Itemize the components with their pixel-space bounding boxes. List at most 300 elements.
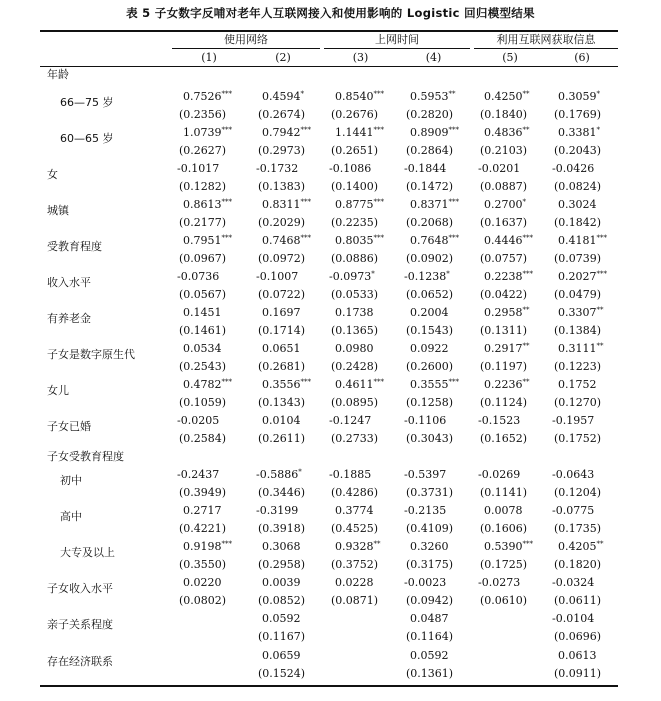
coefficient-cell: [262, 378, 311, 391]
coefficient-cell: [404, 162, 446, 175]
coefficient-value: 1.1441: [335, 126, 374, 139]
significance-stars: *: [596, 126, 600, 134]
coefficient-value: 0.9198: [183, 540, 222, 553]
coefficient-value: 0.7526: [183, 90, 222, 103]
significance-stars: ***: [373, 198, 384, 206]
coefficient-value: 0.0613: [558, 649, 597, 662]
significance-stars: ***: [221, 126, 232, 134]
standard-error-cell: (0.4109): [406, 522, 454, 535]
significance-stars: **: [448, 90, 456, 98]
coefficient-cell: [484, 198, 526, 211]
significance-stars: **: [522, 126, 530, 134]
coefficient-cell: [552, 414, 594, 427]
coefficient-cell: [410, 649, 449, 662]
significance-stars: *: [446, 270, 450, 278]
standard-error-cell: (0.0967): [179, 252, 227, 265]
significance-stars: ***: [522, 540, 533, 548]
coefficient-value: 0.0220: [183, 576, 222, 589]
coefficient-cell: [335, 576, 374, 589]
coefficient-cell: [558, 126, 600, 139]
standard-error-cell: (0.1059): [179, 396, 227, 409]
coefficient-value: 0.7942: [262, 126, 301, 139]
coefficient-value: -0.1086: [329, 162, 372, 175]
coefficient-value: 0.3555: [410, 378, 449, 391]
coefficient-cell: [262, 540, 301, 553]
standard-error-cell: (0.2235): [331, 216, 379, 229]
standard-error-cell: (0.1124): [480, 396, 528, 409]
significance-stars: **: [522, 90, 530, 98]
coefficient-cell: [478, 576, 520, 589]
significance-stars: ***: [221, 198, 232, 206]
standard-error-cell: (0.1842): [554, 216, 602, 229]
group-header-internet-use: 使用网络: [224, 33, 268, 46]
coefficient-cell: [262, 126, 311, 139]
coefficient-cell: [484, 234, 533, 247]
coefficient-cell: [262, 234, 311, 247]
coefficient-cell: [484, 342, 530, 355]
group-underline-2: [324, 48, 470, 49]
coefficient-cell: [552, 576, 594, 589]
coefficient-value: -0.1007: [256, 270, 299, 283]
standard-error-cell: (0.0479): [554, 288, 602, 301]
standard-error-cell: (0.0533): [331, 288, 379, 301]
standard-error-cell: (0.1714): [258, 324, 306, 337]
coefficient-cell: [183, 198, 232, 211]
coefficient-value: 0.3111: [558, 342, 597, 355]
significance-stars: ***: [221, 90, 232, 98]
column-header-4: (4): [425, 51, 442, 64]
significance-stars: ***: [448, 234, 459, 242]
coefficient-value: -0.1106: [404, 414, 447, 427]
standard-error-cell: (0.0722): [258, 288, 306, 301]
coefficient-value: 0.4594: [262, 90, 301, 103]
significance-stars: **: [596, 342, 604, 350]
coefficient-cell: [262, 576, 301, 589]
coefficient-value: 0.4611: [335, 378, 374, 391]
standard-error-cell: (0.1270): [554, 396, 602, 409]
coefficient-cell: [478, 468, 520, 481]
coefficient-value: 0.7468: [262, 234, 301, 247]
row-label: 有养老金: [47, 312, 91, 325]
significance-stars: ***: [596, 270, 607, 278]
coefficient-value: 0.4205: [558, 540, 597, 553]
coefficient-value: 0.2004: [410, 306, 449, 319]
coefficient-cell: [552, 504, 594, 517]
coefficient-value: -0.2135: [404, 504, 447, 517]
significance-stars: **: [522, 306, 530, 314]
row-label: 初中: [60, 474, 82, 487]
coefficient-value: 0.4446: [484, 234, 523, 247]
coefficient-value: 0.2027: [558, 270, 597, 283]
coefficient-value: 0.1697: [262, 306, 301, 319]
standard-error-cell: (0.2864): [406, 144, 454, 157]
coefficient-cell: [558, 270, 607, 283]
coefficient-cell: [335, 378, 384, 391]
coefficient-value: 0.8909: [410, 126, 449, 139]
standard-error-cell: (0.1400): [331, 180, 379, 193]
standard-error-cell: (0.1258): [406, 396, 454, 409]
standard-error-cell: (0.2674): [258, 108, 306, 121]
standard-error-cell: (0.2356): [179, 108, 227, 121]
standard-error-cell: (0.1461): [179, 324, 227, 337]
coefficient-cell: [404, 414, 446, 427]
coefficient-cell: [410, 540, 449, 553]
coefficient-value: 0.3068: [262, 540, 301, 553]
coefficient-value: 0.2717: [183, 504, 222, 517]
significance-stars: ***: [221, 540, 232, 548]
coefficient-value: 0.3059: [558, 90, 597, 103]
coefficient-value: 0.2700: [484, 198, 523, 211]
standard-error-cell: (0.4525): [331, 522, 379, 535]
coefficient-value: 0.7951: [183, 234, 222, 247]
coefficient-value: 0.0078: [484, 504, 523, 517]
row-label: 子女收入水平: [47, 582, 113, 595]
standard-error-cell: (0.2973): [258, 144, 306, 157]
coefficient-value: 0.0104: [262, 414, 301, 427]
standard-error-cell: (0.0911): [554, 667, 602, 680]
standard-error-cell: (0.1361): [406, 667, 454, 680]
standard-error-cell: (0.1735): [554, 522, 602, 535]
row-label: 高中: [60, 510, 82, 523]
coefficient-cell: [484, 270, 533, 283]
coefficient-cell: [410, 342, 449, 355]
coefficient-cell: [335, 90, 384, 103]
significance-stars: *: [300, 90, 304, 98]
coefficient-cell: [478, 414, 520, 427]
coefficient-value: -0.0324: [552, 576, 595, 589]
coefficient-cell: [484, 540, 533, 553]
standard-error-cell: (0.1384): [554, 324, 602, 337]
coefficient-value: -0.1523: [478, 414, 521, 427]
coefficient-value: -0.3199: [256, 504, 299, 517]
standard-error-cell: (0.2584): [179, 432, 227, 445]
coefficient-cell: [335, 342, 374, 355]
coefficient-cell: [484, 504, 523, 517]
coefficient-cell: [262, 649, 301, 662]
standard-error-cell: (0.1167): [258, 630, 306, 643]
coefficient-value: -0.0205: [177, 414, 220, 427]
standard-error-cell: (0.0871): [331, 594, 379, 607]
coefficient-cell: [404, 504, 446, 517]
significance-stars: ***: [373, 234, 384, 242]
coefficient-value: 0.8613: [183, 198, 222, 211]
standard-error-cell: (0.3949): [179, 486, 227, 499]
coefficient-cell: [256, 468, 302, 481]
significance-stars: **: [596, 540, 604, 548]
coefficient-cell: [552, 612, 594, 625]
coefficient-value: 0.0228: [335, 576, 374, 589]
standard-error-cell: (0.1840): [480, 108, 528, 121]
standard-error-cell: (0.1472): [406, 180, 454, 193]
standard-error-cell: (0.1652): [480, 432, 528, 445]
coefficient-value: -0.0973: [329, 270, 372, 283]
coefficient-cell: [262, 90, 304, 103]
standard-error-cell: (0.1223): [554, 360, 602, 373]
standard-error-cell: (0.3752): [331, 558, 379, 571]
coefficient-value: 0.3556: [262, 378, 301, 391]
coefficient-value: 0.3774: [335, 504, 374, 517]
column-header-6: (6): [574, 51, 590, 64]
coefficient-value: -0.5886: [256, 468, 299, 481]
coefficient-value: 0.0592: [262, 612, 301, 625]
coefficient-cell: [558, 234, 607, 247]
coefficient-cell: [183, 378, 232, 391]
coefficient-value: 0.9328: [335, 540, 374, 553]
significance-stars: **: [522, 378, 530, 386]
standard-error-cell: (0.0696): [554, 630, 602, 643]
standard-error-cell: (0.0422): [480, 288, 528, 301]
coefficient-value: 0.3024: [558, 198, 597, 211]
standard-error-cell: (0.2651): [331, 144, 379, 157]
standard-error-cell: (0.1197): [480, 360, 528, 373]
coefficient-value: 0.8775: [335, 198, 374, 211]
coefficient-cell: [558, 90, 600, 103]
standard-error-cell: (0.2103): [480, 144, 528, 157]
standard-error-cell: (0.1311): [480, 324, 528, 337]
coefficient-cell: [262, 414, 301, 427]
coefficient-value: -0.0643: [552, 468, 595, 481]
coefficient-cell: [256, 504, 298, 517]
coefficient-cell: [484, 378, 530, 391]
standard-error-cell: (0.1725): [480, 558, 528, 571]
coefficient-value: 0.3260: [410, 540, 449, 553]
coefficient-value: -0.1238: [404, 270, 447, 283]
coefficient-cell: [329, 162, 371, 175]
standard-error-cell: (0.1752): [554, 432, 602, 445]
coefficient-value: -0.0023: [404, 576, 447, 589]
standard-error-cell: (0.1820): [554, 558, 602, 571]
significance-stars: ***: [448, 378, 459, 386]
coefficient-value: 0.8540: [335, 90, 374, 103]
significance-stars: ***: [448, 198, 459, 206]
row-label: 66—75 岁: [60, 96, 114, 109]
coefficient-cell: [177, 468, 219, 481]
coefficient-cell: [558, 306, 604, 319]
significance-stars: ***: [300, 126, 311, 134]
standard-error-cell: (0.3550): [179, 558, 227, 571]
coefficient-cell: [558, 378, 597, 391]
standard-error-cell: (0.3175): [406, 558, 454, 571]
significance-stars: ***: [221, 234, 232, 242]
coefficient-cell: [404, 270, 450, 283]
coefficient-value: 0.8035: [335, 234, 374, 247]
standard-error-cell: (0.0887): [480, 180, 528, 193]
coefficient-value: 0.1451: [183, 306, 222, 319]
row-label: 年龄: [47, 68, 69, 81]
coefficient-value: 0.5390: [484, 540, 523, 553]
significance-stars: ***: [596, 234, 607, 242]
coefficient-value: 0.0534: [183, 342, 222, 355]
coefficient-cell: [558, 540, 604, 553]
standard-error-cell: (0.0902): [406, 252, 454, 265]
standard-error-cell: (0.3918): [258, 522, 306, 535]
coefficient-value: 0.7648: [410, 234, 449, 247]
standard-error-cell: (0.3043): [406, 432, 454, 445]
standard-error-cell: (0.2820): [406, 108, 454, 121]
coefficient-value: 0.3381: [558, 126, 597, 139]
coefficient-value: -0.1732: [256, 162, 299, 175]
standard-error-cell: (0.3446): [258, 486, 306, 499]
coefficient-cell: [410, 198, 459, 211]
standard-error-cell: (0.2627): [179, 144, 227, 157]
coefficient-value: 0.4782: [183, 378, 222, 391]
coefficient-cell: [552, 468, 594, 481]
standard-error-cell: (0.1141): [480, 486, 528, 499]
column-header-3: (3): [352, 51, 369, 64]
standard-error-cell: (0.2681): [258, 360, 306, 373]
coefficient-cell: [552, 162, 594, 175]
coefficient-cell: [335, 540, 381, 553]
coefficient-value: 0.0592: [410, 649, 449, 662]
group-underline-1: [172, 48, 320, 49]
coefficient-value: -0.0104: [552, 612, 595, 625]
coefficient-value: -0.0426: [552, 162, 595, 175]
coefficient-cell: [262, 306, 301, 319]
significance-stars: ***: [522, 234, 533, 242]
coefficient-cell: [335, 234, 384, 247]
coefficient-value: 0.2238: [484, 270, 523, 283]
coefficient-value: 0.8311: [262, 198, 301, 211]
significance-stars: *: [596, 90, 600, 98]
row-label: 大专及以上: [60, 546, 115, 559]
coefficient-value: -0.0269: [478, 468, 521, 481]
coefficient-cell: [329, 468, 371, 481]
standard-error-cell: (0.3731): [406, 486, 454, 499]
significance-stars: ***: [221, 378, 232, 386]
standard-error-cell: (0.1606): [480, 522, 528, 535]
coefficient-value: 0.0651: [262, 342, 301, 355]
significance-stars: ***: [300, 378, 311, 386]
row-label: 城镇: [47, 204, 69, 217]
row-label: 收入水平: [47, 276, 91, 289]
column-header-2: (2): [275, 51, 291, 64]
coefficient-cell: [558, 649, 597, 662]
coefficient-value: 0.0039: [262, 576, 301, 589]
coefficient-cell: [410, 90, 456, 103]
significance-stars: ***: [300, 198, 311, 206]
coefficient-value: -0.0775: [552, 504, 595, 517]
row-label: 子女受教育程度: [47, 450, 124, 463]
coefficient-value: 1.0739: [183, 126, 222, 139]
coefficient-value: 0.2236: [484, 378, 523, 391]
coefficient-value: 0.8371: [410, 198, 449, 211]
coefficient-value: -0.0201: [478, 162, 521, 175]
coefficient-cell: [484, 126, 530, 139]
coefficient-cell: [183, 504, 222, 517]
coefficient-value: 0.0487: [410, 612, 449, 625]
standard-error-cell: (0.0757): [480, 252, 528, 265]
coefficient-cell: [335, 306, 374, 319]
coefficient-cell: [558, 342, 604, 355]
coefficient-cell: [262, 612, 301, 625]
table-title: 表 5 子女数字反哺对老年人互联网接入和使用影响的 Logistic 回归模型结果: [126, 6, 535, 20]
standard-error-cell: (0.2029): [258, 216, 306, 229]
coefficient-cell: [183, 576, 222, 589]
coefficient-value: 0.0980: [335, 342, 374, 355]
significance-stars: **: [373, 540, 381, 548]
coefficient-cell: [262, 198, 311, 211]
standard-error-cell: (0.0610): [480, 594, 528, 607]
coefficient-value: 0.4250: [484, 90, 523, 103]
significance-stars: ***: [522, 270, 533, 278]
column-header-1: (1): [201, 51, 217, 64]
standard-error-cell: (0.0802): [179, 594, 227, 607]
coefficient-value: -0.1247: [329, 414, 372, 427]
coefficient-cell: [404, 576, 446, 589]
coefficient-value: 0.2917: [484, 342, 523, 355]
coefficient-value: -0.1957: [552, 414, 595, 427]
significance-stars: **: [596, 306, 604, 314]
coefficient-cell: [484, 90, 530, 103]
standard-error-cell: (0.2733): [331, 432, 379, 445]
significance-stars: ***: [373, 378, 384, 386]
significance-stars: *: [298, 468, 302, 476]
standard-error-cell: (0.0852): [258, 594, 306, 607]
coefficient-cell: [256, 162, 298, 175]
significance-stars: **: [522, 342, 530, 350]
coefficient-value: -0.5397: [404, 468, 447, 481]
coefficient-cell: [329, 414, 371, 427]
row-label: 受教育程度: [47, 240, 102, 253]
coefficient-value: -0.2437: [177, 468, 220, 481]
row-label: 存在经济联系: [47, 655, 113, 668]
standard-error-cell: (0.1769): [554, 108, 602, 121]
coefficient-value: -0.1885: [329, 468, 372, 481]
coefficient-cell: [177, 414, 219, 427]
standard-error-cell: (0.1204): [554, 486, 602, 499]
standard-error-cell: (0.0895): [331, 396, 379, 409]
top-rule: [40, 30, 618, 32]
coefficient-value: 0.4181: [558, 234, 597, 247]
standard-error-cell: (0.4221): [179, 522, 227, 535]
standard-error-cell: (0.0942): [406, 594, 454, 607]
row-label: 子女已婚: [47, 420, 91, 433]
coefficient-value: -0.1017: [177, 162, 220, 175]
standard-error-cell: (0.2600): [406, 360, 454, 373]
standard-error-cell: (0.2177): [179, 216, 227, 229]
coefficient-cell: [183, 90, 232, 103]
significance-stars: *: [522, 198, 526, 206]
coefficient-cell: [177, 270, 219, 283]
coefficient-cell: [335, 198, 384, 211]
row-label: 女: [47, 168, 58, 181]
coefficient-cell: [177, 162, 219, 175]
standard-error-cell: (0.0652): [406, 288, 454, 301]
standard-error-cell: (0.1343): [258, 396, 306, 409]
group-underline-3: [474, 48, 618, 49]
coefficient-cell: [478, 162, 520, 175]
standard-error-cell: (0.1383): [258, 180, 306, 193]
coefficient-cell: [410, 612, 449, 625]
row-label: 女儿: [47, 384, 69, 397]
coefficient-cell: [404, 468, 446, 481]
standard-error-cell: (0.2958): [258, 558, 306, 571]
standard-error-cell: (0.0567): [179, 288, 227, 301]
coefficient-value: 0.2958: [484, 306, 523, 319]
coefficient-cell: [558, 198, 597, 211]
coefficient-value: 0.0922: [410, 342, 449, 355]
coefficient-value: 0.1738: [335, 306, 374, 319]
coefficient-cell: [256, 270, 298, 283]
coefficient-value: -0.1844: [404, 162, 447, 175]
coefficient-cell: [183, 306, 222, 319]
standard-error-cell: (0.2611): [258, 432, 306, 445]
group-header-info-access: 利用互联网获取信息: [496, 33, 596, 46]
standard-error-cell: (0.1365): [331, 324, 379, 337]
significance-stars: ***: [300, 234, 311, 242]
standard-error-cell: (0.2543): [179, 360, 227, 373]
coefficient-cell: [183, 126, 232, 139]
